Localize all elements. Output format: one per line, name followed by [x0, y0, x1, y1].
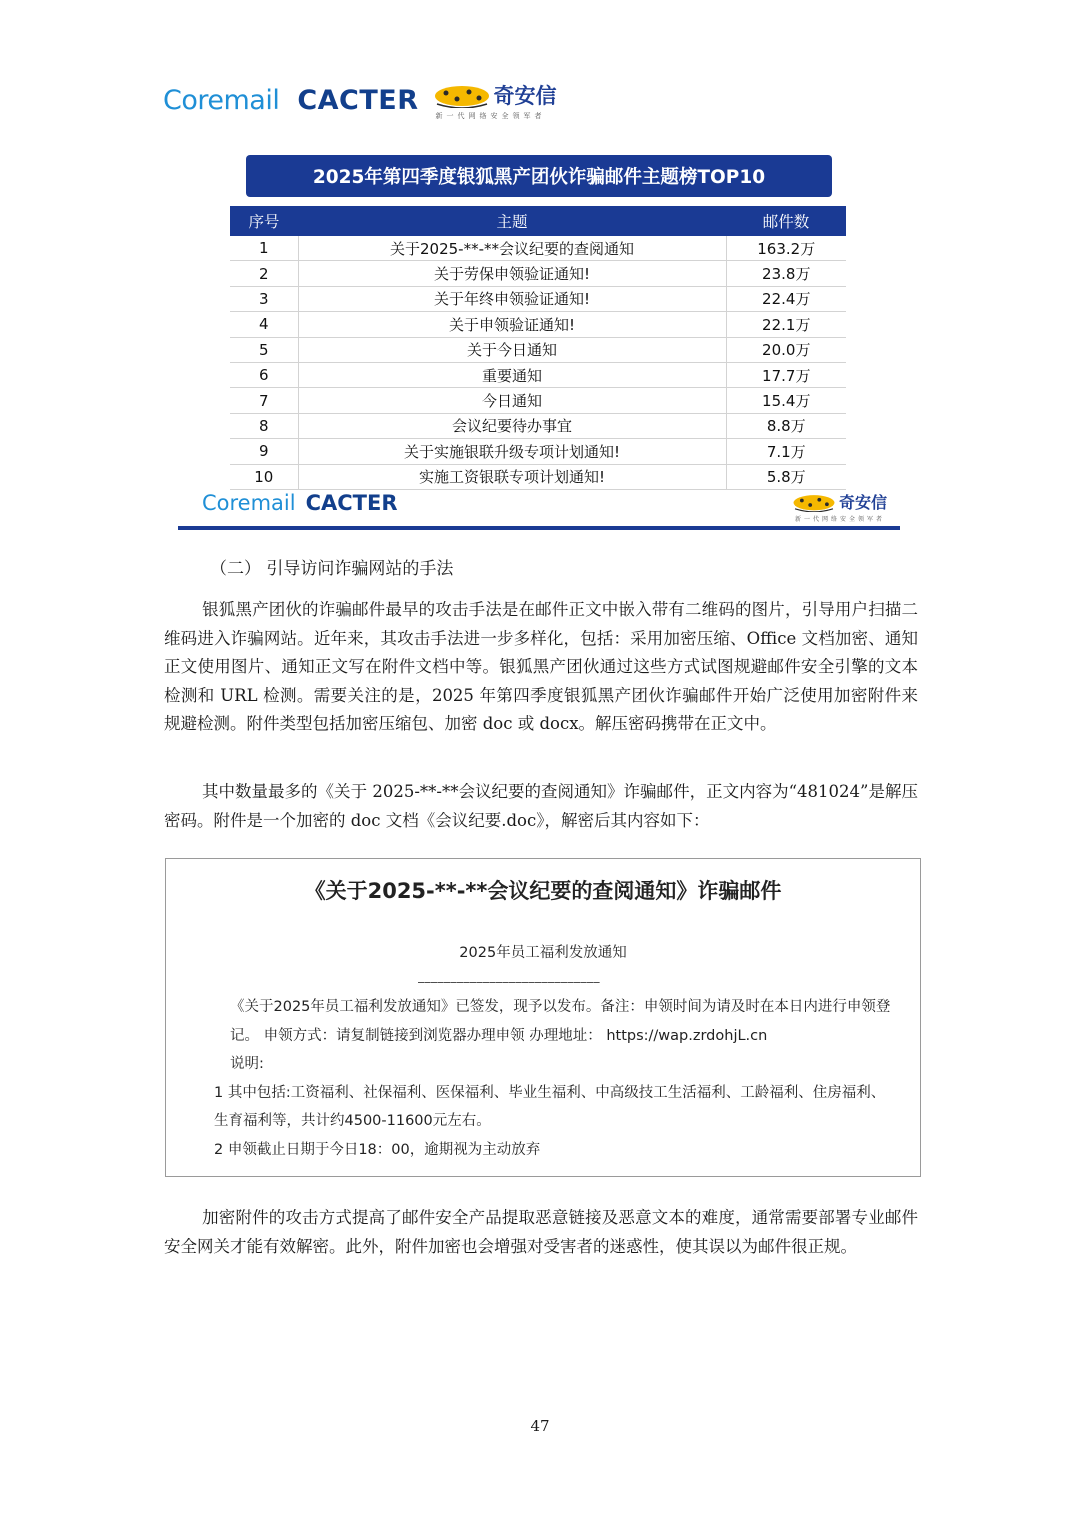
count-cell: 15.4万: [726, 388, 846, 413]
count-cell: 8.8万: [726, 413, 846, 438]
subject-cell: 重要通知: [298, 362, 726, 387]
count-cell: 23.8万: [726, 261, 846, 286]
count-cell: 5.8万: [726, 464, 846, 489]
email-body-line: 1 其中包括:工资福利、社保福利、医保福利、毕业生福利、中高级技工生活福利、工龄福利、住房福利、生育福利等，共计约4500-11600元左右。: [214, 1084, 886, 1129]
table-header-row: [230, 206, 846, 236]
email-subject: 2025年员工福利发放通知: [459, 945, 627, 961]
count-cell: 17.7万: [726, 362, 846, 387]
cacter-logo: CACTER: [297, 84, 419, 116]
body-paragraph: [164, 778, 918, 835]
rank-cell: 6: [230, 362, 298, 387]
table-row: [230, 337, 846, 362]
subject-cell: 关于2025-**-**会议纪要的查阅通知: [298, 236, 726, 261]
email-body: [214, 993, 894, 1164]
table-row: [230, 261, 846, 286]
qianxin-slogan: 新一代网络安全领军者: [435, 111, 546, 120]
table-title: 2025年第四季度银狐黑产团伙诈骗邮件主题榜TOP10: [246, 155, 832, 197]
subject-cell: 关于实施银联升级专项计划通知!: [298, 439, 726, 464]
coremail-logo: Coremail: [202, 491, 296, 515]
top10-table-figure: [178, 152, 900, 532]
subject-cell: 关于劳保申领验证通知!: [298, 261, 726, 286]
table-row: [230, 413, 846, 438]
paragraph-text: 其中数量最多的《关于 2025-**-**会议纪要的查阅通知》诈骗邮件，正文内容为“481024”是解压密码。附件是一个加密的 doc 文档《会议纪要.doc》，解密后其内容如下：: [164, 782, 918, 830]
column-header: 序号: [230, 206, 298, 236]
coremail-logo: Coremail: [163, 84, 280, 116]
email-sample-title: 《关于2025-**-**会议纪要的查阅通知》诈骗邮件: [304, 879, 782, 903]
table-row: [230, 286, 846, 311]
count-cell: 7.1万: [726, 439, 846, 464]
table-row: [230, 362, 846, 387]
email-body-line: 2 申领截止日期于今日18：00，逾期视为主动放弃: [214, 1141, 541, 1158]
qianxin-name: 奇安信: [493, 83, 557, 108]
email-body-line: 《关于2025年员工福利发放通知》已签发，现予以发布。备注：申领时间为请及时在本日内进行申领登记。 申领方式：请复制链接到浏览器办理申领 办理地址： https://wap.zrdohjL.cn: [230, 999, 891, 1044]
count-cell: 22.1万: [726, 312, 846, 337]
table-bottom-rule: [178, 526, 900, 530]
rank-cell: 8: [230, 413, 298, 438]
rank-cell: 7: [230, 388, 298, 413]
count-cell: 22.4万: [726, 286, 846, 311]
table-row: [230, 388, 846, 413]
rank-cell: 4: [230, 312, 298, 337]
subject-cell: 关于年终申领验证通知!: [298, 286, 726, 311]
rank-cell: 5: [230, 337, 298, 362]
rank-cell: 9: [230, 439, 298, 464]
email-divider: ____________________________: [418, 969, 600, 983]
table-body: [230, 236, 846, 489]
table-footer-logos: [202, 491, 398, 515]
page-number: 47: [530, 1417, 550, 1435]
subject-cell: 会议纪要待办事宜: [298, 413, 726, 438]
body-paragraph: [164, 1204, 918, 1261]
header-logos: [163, 78, 557, 122]
rank-cell: 1: [230, 236, 298, 261]
cacter-logo: CACTER: [305, 491, 398, 515]
table-row: [230, 236, 846, 261]
qianxin-name: 奇安信: [839, 493, 888, 512]
paragraph-text: 银狐黑产团伙的诈骗邮件最早的攻击手法是在邮件正文中嵌入带有二维码的图片，引导用户扫描二维码进入诈骗网站。近年来，其攻击手法进一步多样化，包括：采用加密压缩、Office 文档加密、通知正文使用图片、通知正文写在附件文档中等。银狐黑产团伙通过这些方式试图规避邮件安全引擎的文本检测和 URL 检测。需要关注的是，2025 年第四季度银狐黑产团伙诈骗邮件开始广泛使用加密附件来规避检测。附件类型包括加密压缩包、加密 doc 或 docx。解压密码携带在正文中。: [164, 600, 918, 733]
paragraph-text: 加密附件的攻击方式提高了邮件安全产品提取恶意链接及恶意文本的难度，通常需要部署专业邮件安全网关才能有效解密。此外，附件加密也会增强对受害者的迷惑性，使其误以为邮件很正规。: [164, 1208, 918, 1256]
table-row: [230, 439, 846, 464]
email-body-line: 说明:: [230, 1056, 264, 1072]
table-row: [230, 464, 846, 489]
table-row: [230, 312, 846, 337]
column-header: 主题: [298, 206, 726, 236]
rank-cell: 2: [230, 261, 298, 286]
section-heading: （二） 引导访问诈骗网站的手法: [210, 559, 454, 579]
qianxin-logo: [433, 80, 557, 121]
rank-cell: 3: [230, 286, 298, 311]
count-cell: 163.2万: [726, 236, 846, 261]
top10-table: [230, 206, 846, 490]
subject-cell: 实施工资银联专项计划通知!: [298, 464, 726, 489]
subject-cell: 关于今日通知: [298, 337, 726, 362]
rank-cell: 10: [230, 464, 298, 489]
email-sample-figure: [165, 858, 921, 1177]
body-paragraph: [164, 596, 918, 739]
qianxin-mark-icon: [792, 492, 836, 512]
qianxin-slogan: 新一代网络安全领军者: [795, 516, 886, 523]
subject-cell: 今日通知: [298, 388, 726, 413]
qianxin-mark-icon: [433, 82, 491, 108]
qianxin-logo: [792, 490, 887, 523]
column-header: 邮件数: [726, 206, 846, 236]
count-cell: 20.0万: [726, 337, 846, 362]
subject-cell: 关于申领验证通知!: [298, 312, 726, 337]
